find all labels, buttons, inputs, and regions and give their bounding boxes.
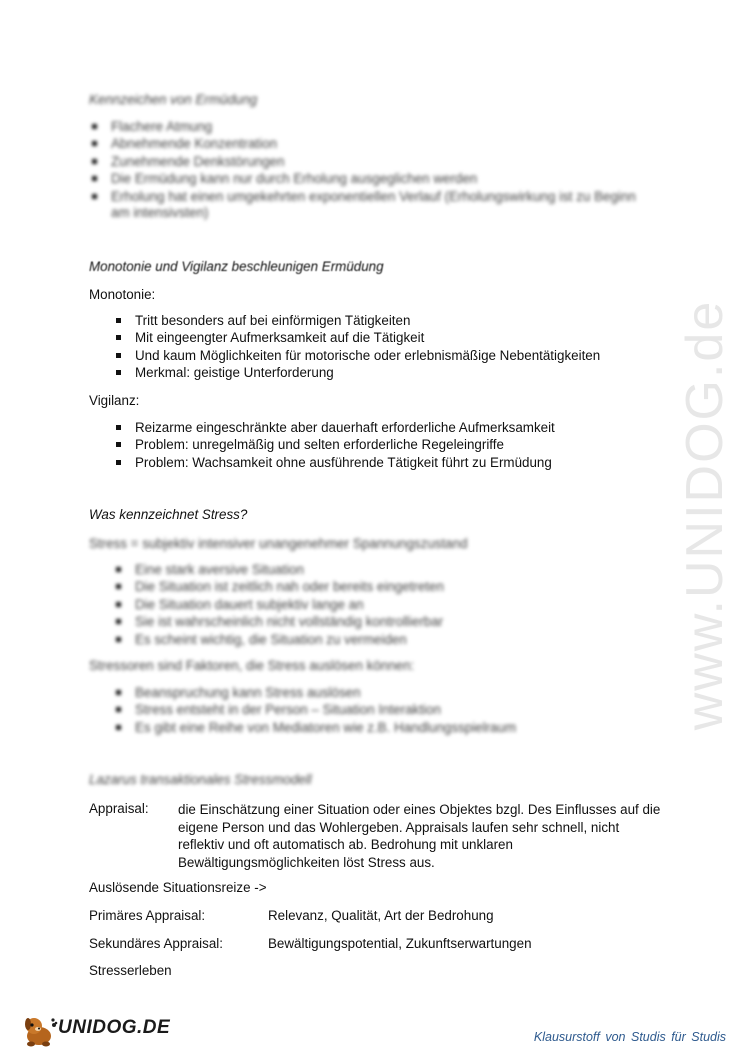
list-item: Und kaum Möglichkeiten für motorische oder erlebnismäßige Nebentätigkeiten [113, 347, 600, 364]
list-item: Problem: unregelmäßig und selten erforderliche Regeleingriffe [113, 436, 555, 453]
footer-tagline: Klausurstoff von Studis für Studis [533, 1030, 726, 1044]
blurred-continuation: am intensivsten) [111, 205, 209, 220]
list-item: Die Situation dauert subjektiv lange an [113, 596, 444, 613]
appraisal-text: die Einschätzung einer Situation oder eines Objektes bzgl. Des Einflusses auf die eigene Person und das Wohlergeben. Appraisals laufen sehr schnell, nicht reflektiv und oft automatisch ab. Bedrohung mit unklaren Bewältigungsmöglichkeiten löst Stress aus. [178, 802, 661, 870]
list-item: Beanspruchung kann Stress auslösen [113, 684, 516, 701]
secondary-appraisal-value: Bewältigungspotential, Zukunftserwartungen [268, 936, 532, 951]
blurred-stress-list [113, 561, 444, 648]
vigilance-label: Vigilanz: [89, 393, 140, 408]
list-item: Es gibt eine Reihe von Mediatoren wie z.B. Handlungsspielraum [113, 719, 516, 736]
list-item: Tritt besonders auf bei einförmigen Tätigkeiten [113, 312, 600, 329]
blurred-model-heading: Lazarus transaktionales Stressmodell [89, 772, 312, 787]
triggers-text: Auslösende Situationsreize -> [89, 880, 267, 895]
dog-icon [22, 1014, 58, 1048]
list-item: Die Ermüdung kann nur durch Erholung ausgeglichen werden [89, 170, 636, 187]
watermark: www.UNIDOG.de [676, 299, 734, 731]
list-item: Flachere Atmung [89, 118, 636, 135]
list-item: Stress entsteht in der Person – Situation Interaktion [113, 701, 516, 718]
vigilance-list [113, 419, 555, 471]
list-item: Sie ist wahrscheinlich nicht vollständig kontrollierbar [113, 613, 444, 630]
blurred-heading-fatigue: Kennzeichen von Ermüdung [89, 92, 258, 107]
list-item: Mit eingeengter Aufmerksamkeit auf die Tätigkeit [113, 329, 600, 346]
monotony-list [113, 312, 600, 382]
list-item: Die Situation ist zeitlich nah oder bereits eingetreten [113, 578, 444, 595]
primary-appraisal-label: Primäres Appraisal: [89, 908, 206, 923]
stress-experience-text: Stresserleben [89, 963, 172, 978]
primary-appraisal-value: Relevanz, Qualität, Art der Bedrohung [268, 908, 494, 923]
blurred-fatigue-list [89, 118, 636, 205]
stress-heading: Was kennzeichnet Stress? [89, 507, 248, 522]
monotony-heading: Monotonie und Vigilanz beschleunigen Ermüdung [89, 259, 384, 274]
appraisal-label: Appraisal: [89, 801, 149, 816]
blurred-stress-definition: Stress = subjektiv intensiver unangenehmer Spannungszustand [89, 536, 468, 551]
secondary-appraisal-label: Sekundäres Appraisal: [89, 936, 223, 951]
list-item: Merkmal: geistige Unterforderung [113, 364, 600, 381]
logo-text: UNIDOG.DE [58, 1017, 171, 1038]
list-item: Abnehmende Konzentration [89, 135, 636, 152]
list-item: Problem: Wachsamkeit ohne ausführende Tätigkeit führt zu Ermüdung [113, 454, 555, 471]
list-item: Es scheint wichtig, die Situation zu vermeiden [113, 631, 444, 648]
list-item: Eine stark aversive Situation [113, 561, 444, 578]
blurred-stressors-label: Stressoren sind Faktoren, die Stress auslösen können: [89, 658, 415, 673]
unidog-logo [22, 1014, 171, 1048]
list-item: Zunehmende Denkstörungen [89, 153, 636, 170]
list-item: Erholung hat einen umgekehrten exponentiellen Verlauf (Erholungswirkung ist zu Beginn [89, 188, 636, 205]
monotony-label: Monotonie: [89, 287, 156, 302]
blurred-stressors-list [113, 684, 516, 736]
list-item: Reizarme eingeschränkte aber dauerhaft erforderliche Aufmerksamkeit [113, 419, 555, 436]
